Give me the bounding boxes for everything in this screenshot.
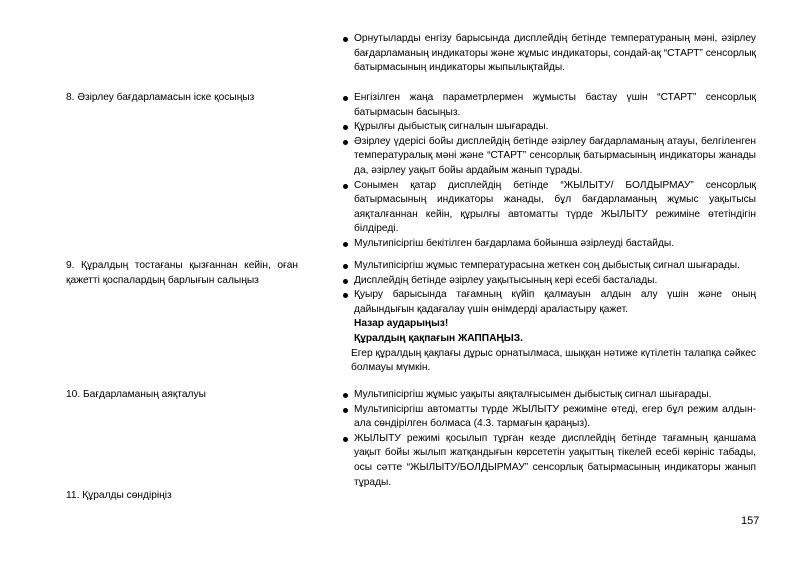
list-item: Орнутыларды енгізу барысында дисплейдің бетінде температураның мәні, әзірлеу бағдарламаның индикаторы және жұмыс индикаторы, сондай-ақ “СТАРТ” сенсорлық батырмасының индикаторы жыпылықтайды. <box>340 32 756 76</box>
list-item: Мультипісіргіш жұмыс уақыты аяқталғысымен дыбыстық сигнал шығарады. <box>340 388 756 403</box>
list-item: Мультипісіргіш жұмыс температурасына жеткен соң дыбыстық сигнал шығарады. <box>340 259 756 274</box>
step-8-title: 8. Әзірлеу бағдарламасын іске қосыңыз <box>66 92 255 103</box>
list-item: ЖЫЛЫТУ режимі қосылып тұрған кезде дисплейдің бетінде тағамның қаншама уақыт бойы жылып жатқандығын көрсететін уақыттың тікелей есебі көрініс табады, осы сәтте “ЖЫЛЫТУ/БОЛДЫРМАУ” сенсорлық батырмасының индикаторы жанып тұрады. <box>340 432 756 490</box>
list-item: Дисплейдің бетінде әзірлеу уақытысының кері есебі басталады. <box>340 274 756 289</box>
step-10-bullet-list <box>340 388 756 490</box>
list-item: Мультипісіргіш бекітілген бағдарлама бойынша әзірлеуді бастайды. <box>340 237 756 252</box>
step-11-title: 11. Құралды сөндіріңіз <box>66 490 172 501</box>
list-item: Енгізілген жаңа параметрлермен жұмысты бастау үшін “СТАРТ” сенсорлық батырмасын басыңыз. <box>340 91 756 120</box>
list-item: Құрылғы дыбыстық сигналын шығарады. <box>340 120 756 135</box>
note-text: Егер құралдың қақпағы дұрыс орнатылмаса, шыққан нәтиже күтілетін талапқа сәйкес болмауы мүмкін. <box>351 347 756 374</box>
list-item: Әзірлеу үдерісі бойы дисплейдің бетінде әзірлеу бағдарламаның атауы, белгіленген температуралық мәні және “СТАРТ” сенсорлық батырмасының индикаторы жанады да, әзірлеу уақыт бойы ардайым жанып тұрады. <box>340 135 756 179</box>
note-warning: Құралдың қақпағын ЖАППАҢЫЗ. <box>354 332 523 344</box>
page-number: 157 <box>741 515 760 527</box>
step-9-content <box>340 259 756 376</box>
step-9-title: 9. Құралдың тостағаны қызғаннан кейін, оған қажетті қоспалардың барлығын салыңыз <box>66 260 298 286</box>
intro-bullet-list <box>340 32 756 76</box>
list-item: Қуыру барысында тағамның күйіп қалмауын алдын алу үшін және оның дайындығын қадағалау үшін өнімдерді араластыру қажет. <box>340 288 756 317</box>
note-title: Назар аударыңыз! <box>354 318 449 330</box>
list-item: Сонымен қатар дисплейдің бетінде “ЖЫЛЫТУ/ БОЛДЫРМАУ” сенсорлық батырмасының индикаторы жанады, бұл бағдарламаның жұмыс уақытысы аяқталғаннан кейін, құрылғы автоматты түрде ЖЫЛЫТУ режиміне өтетіндігін білдіреді. <box>340 179 756 237</box>
list-item: Мультипісіргіш автоматты түрде ЖЫЛЫТУ режиміне өтеді, егер бұл режим алдын-ала сөндірілген болмаса (4.3. тармағын қараңыз). <box>340 403 756 432</box>
step-10-title: 10. Бағдарламаның аяқталуы <box>66 389 206 400</box>
step-9-bullet-list <box>340 259 756 317</box>
step-8-bullet-list <box>340 91 756 252</box>
